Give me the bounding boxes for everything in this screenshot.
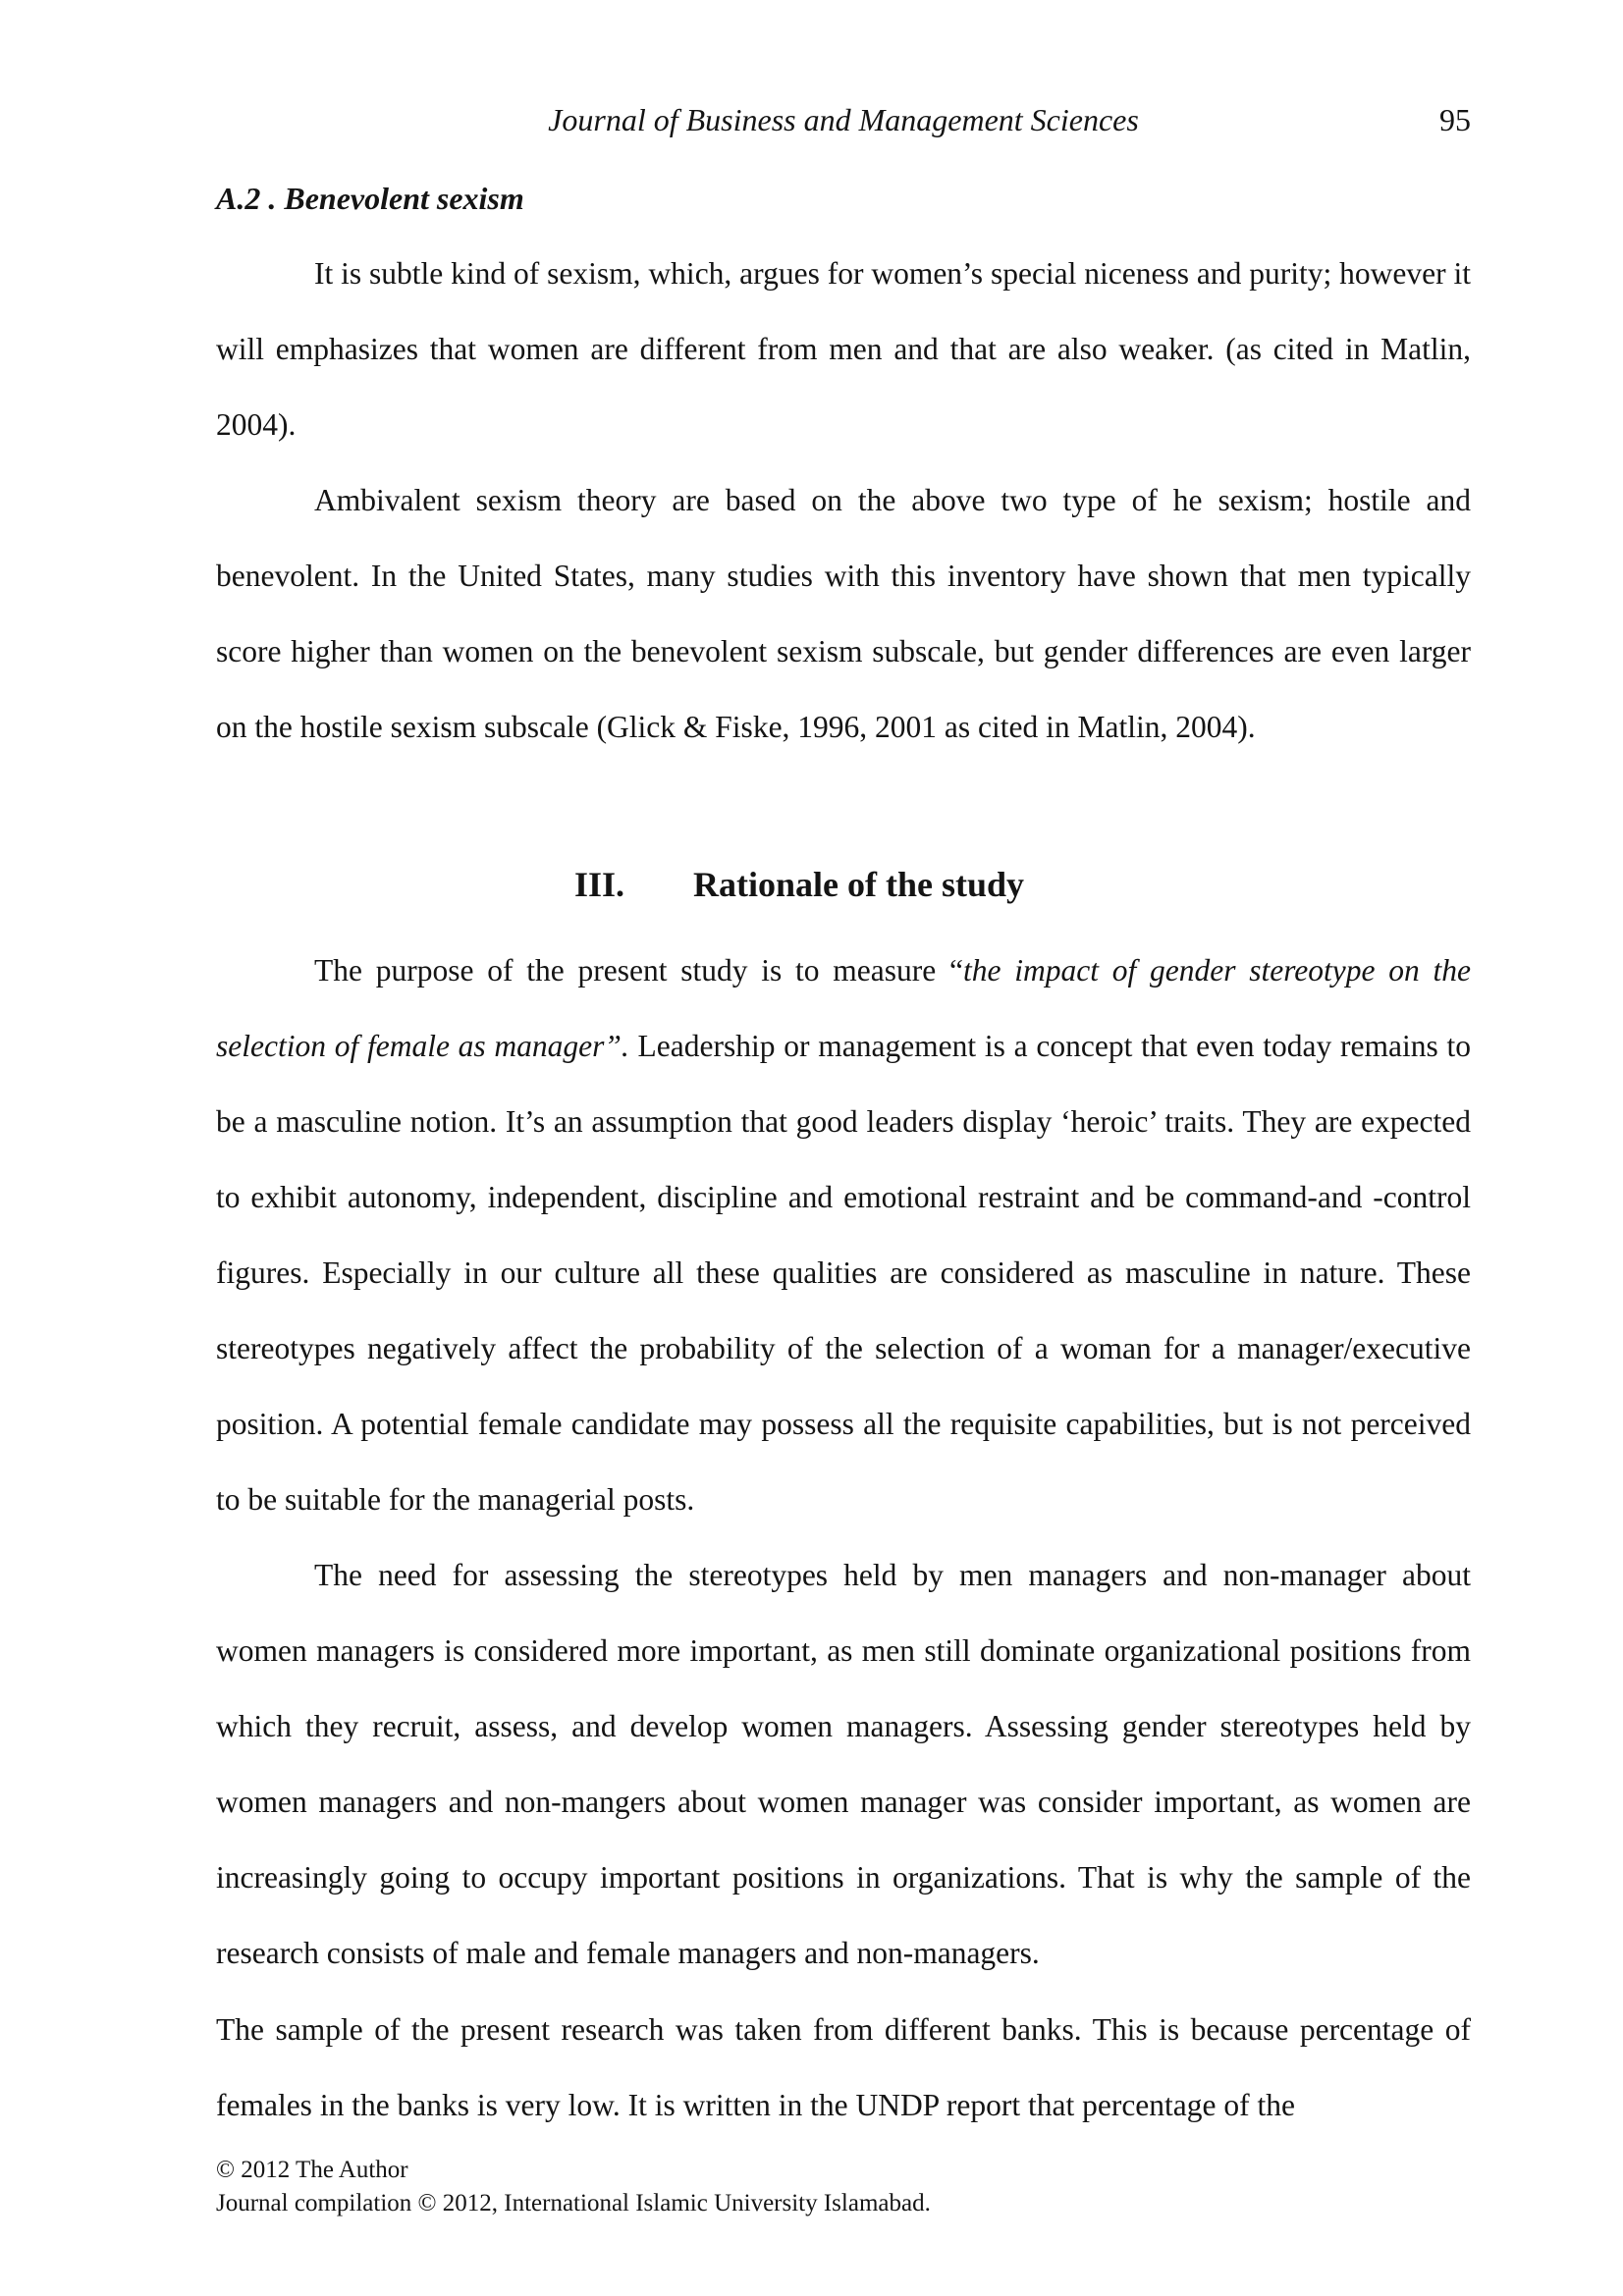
purpose-text-lead: The purpose of the present study is to measure “	[314, 953, 963, 988]
journal-title: Journal of Business and Management Sciences	[548, 102, 1139, 137]
paragraph-sample: The sample of the present research was taken from different banks. This is because percentage of females in the banks is very low. It is written in the UNDP report that percentage of the	[216, 2012, 1471, 2122]
study-title-quote: the impact of gender stereotype on the selection of female as manager”.	[216, 953, 1471, 1063]
paragraph-assessment-need: The need for assessing the stereotypes held by men managers and non-manager about women managers is considered more important, as men still dominate organizational positions from which they recruit, assess, and develop women managers. Assessing gender stereotypes held by women managers and non-mangers about women manager was consider important, as women are increasingly going to occupy important positions in organizations. That is why the sample of the research consists of male and female managers and non-managers.	[216, 1558, 1471, 1970]
compilation-line: Journal compilation © 2012, International Islamic University Islamabad.	[216, 2190, 931, 2216]
section-title: Rationale of the study	[693, 865, 1025, 904]
running-header	[216, 98, 1471, 141]
page-footer	[216, 2154, 1471, 2220]
paragraph-ambivalent-sexism: Ambivalent sexism theory are based on the above two type of he sexism; hostile and benevolent. In the United States, many studies with this inventory have shown that men typically score higher than women on the benevolent sexism subscale, but gender differences are even larger on the hostile sexism subscale (Glick & Fiske, 1996, 2001 as cited in Matlin, 2004).	[216, 483, 1471, 744]
paragraph-study-purpose	[216, 933, 1471, 1537]
purpose-text-rest: Leadership or management is a concept that even today remains to be a masculine notion. It’s an assumption that good leaders display ‘heroic’ traits. They are expected to exhibit autonomy, independent, discipline and emotional restraint and be command-and -control figures. Especially in our culture all these qualities are considered as masculine in nature. These stereotypes negatively affect the probability of the selection of a woman for a manager/executive position. A potential female candidate may possess all the requisite capabilities, but is not perceived to be suitable for the managerial posts.	[216, 1029, 1471, 1517]
page-number: 95	[1439, 102, 1471, 137]
subsection-heading: A.2 . Benevolent sexism	[216, 181, 524, 216]
section-number: III.	[574, 865, 625, 904]
copyright-line: © 2012 The Author	[216, 2157, 408, 2183]
paragraph-benevolent-definition: It is subtle kind of sexism, which, argues for women’s special niceness and purity; however it will emphasizes that women are different from men and that are also weaker. (as cited in Matlin, 2004).	[216, 256, 1471, 442]
